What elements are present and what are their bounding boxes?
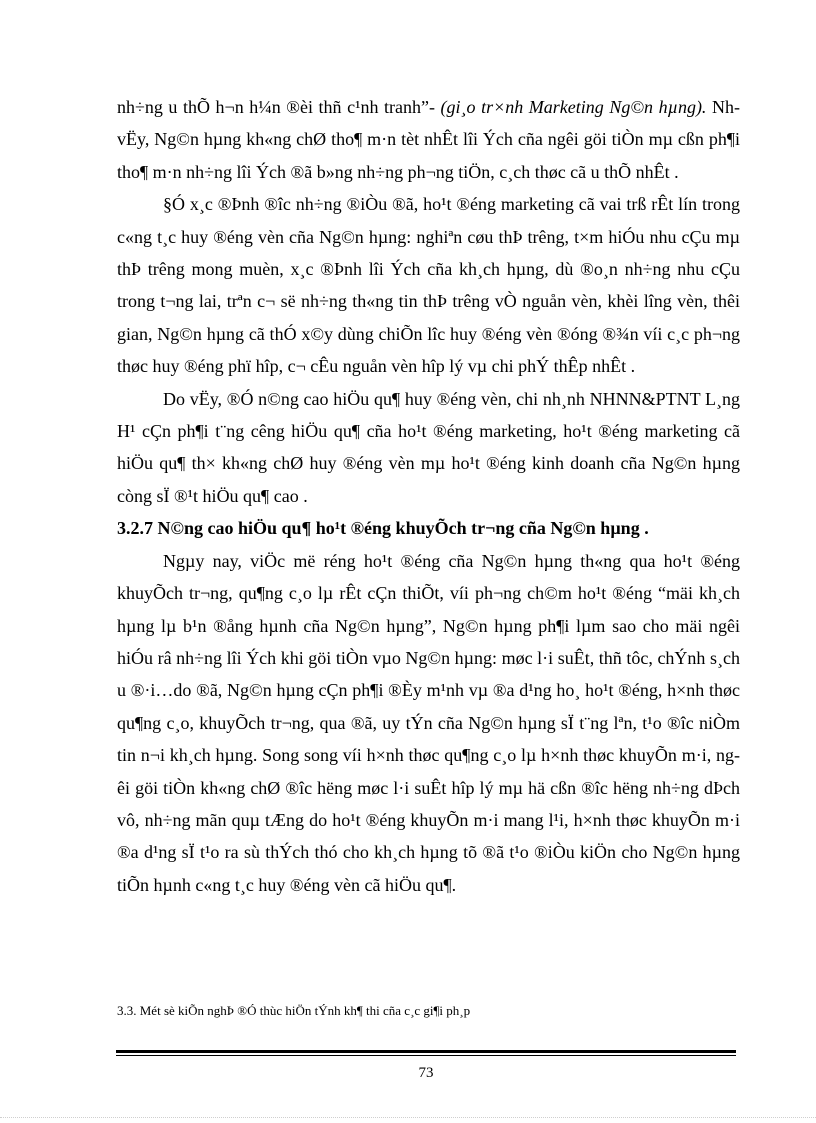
page-number: 73	[418, 1065, 434, 1081]
paragraph-1-continuation: Nh vËy, Ng©n hµng kh«ng chØ tho¶ m·n tèt nhÊt lîi Ých cña ngêi göi tiÒn mµ cßn ph¶i tho¶ m·n nh÷ng lîi Ých ®ã b»ng nh÷ng ph¬ng tiÖn, c¸ch thøc cã u thÕ nhÊt .	[117, 97, 740, 182]
footer-rule-thin	[116, 1055, 736, 1056]
page-edge-divider	[0, 1117, 816, 1118]
paragraph-1	[117, 91, 740, 188]
paragraph-2: §Ó x¸c ®Þnh ®îc nh÷ng ®iÒu ®ã, ho¹t ®éng marketing cã vai trß rÊt lín trong c«ng t¸c huy ®éng vèn cña Ng©n hµng: nghiªn cøu thÞ trêng, t×m hiÓu nhu cÇu mµ thÞ trêng mong muèn, x¸c ®Þnh lîi Ých cña kh¸ch hµng, dù ®o¸n nh÷ng nhu cÇu trong t¬ng lai, trªn c¬ së nh÷ng th«ng tin thÞ trêng vÒ nguån vèn, khèi lîng vèn, thêi gian, Ng©n hµng cã thÓ x©y dùng chiÕn lîc huy ®éng vèn ®óng ®¾n víi c¸c ph¬ng thøc huy ®éng phï hîp, c¬ cÊu nguån vèn hîp lý vµ chi phÝ thÊp nhÊt .	[117, 194, 740, 377]
body-text	[117, 91, 740, 901]
paragraph-4: Ngµy nay, viÖc më réng ho¹t ®éng cña Ng©n hµng th«ng qua ho¹t ®éng khuyÕch tr¬ng, qu¶ng c¸o lµ rÊt cÇn thiÕt, víi ph¬ng ch©m ho¹t ®éng “mäi kh¸ch hµng lµ b¹n ®ång hµnh cña Ng©n hµng”, Ng©n hµng ph¶i lµm sao cho mäi ngêi hiÓu râ nh÷ng lîi Ých khi göi tiÒn vµo Ng©n hµng: møc l·i suÊt, thñ tôc, chÝnh s¸ch u ®·i…do ®ã, Ng©n hµng cÇn ph¶i ®Èy m¹nh vµ ®a d¹ng ho¸ ho¹t ®éng, h×nh thøc qu¶ng c¸o, khuyÕch tr¬ng, qua ®ã, uy tÝn cña Ng©n hµng sÏ t¨ng lªn, t¹o ®îc niÒm tin n¬i kh¸ch hµng. Song song víi h×nh thøc qu¶ng c¸o lµ h×nh thøc khuyÕn m·i, ngêi göi tiÒn kh«ng chØ ®îc hëng møc l·i suÊt hîp lý mµ hä cßn ®îc hëng nh÷ng dÞch vô, nh÷ng mãn quµ tÆng do ho¹t ®éng khuyÕn m·i mang l¹i, h×nh thøc khuyÕn m·i ®a d¹ng sÏ t¹o ra sù thÝch thó cho kh¸ch hµng tõ ®ã t¹o ®iÒu kiÖn cho Ng©n hµng tiÕn hµnh c«ng t¸c huy ®éng vèn cã hiÖu qu¶.	[117, 550, 740, 895]
paragraph-1-citation: (gi¸o tr×nh Marketing Ng©n hµng).	[440, 97, 707, 117]
paragraph-1-text: nh÷ng u thÕ h¬n h¼n ®èi thñ c¹nh tranh”-	[117, 97, 441, 117]
subsection-title: 3.3. Mét sè kiÕn nghÞ ®Ó thùc hiÖn tÝnh kh¶ thi cña c¸c gi¶i ph¸p	[117, 1003, 471, 1018]
paragraph-3: Do vËy, ®Ó n©ng cao hiÖu qu¶ huy ®éng vèn, chi nh¸nh NHNN&PTNT L¸ng H¹ cÇn ph¶i t¨ng cêng hiÖu qu¶ cña ho¹t ®éng marketing, ho¹t ®éng marketing cã hiÖu qu¶ th× kh«ng chØ huy ®éng vèn mµ ho¹t ®éng kinh doanh cña Ng©n hµng còng sÏ ®¹t hiÖu qu¶ cao .	[117, 388, 740, 506]
footer-rule-thick	[116, 1050, 736, 1053]
section-heading: 3.2.7 N©ng cao hiÖu qu¶ ho¹t ®éng khuyÕch tr¬ng cña Ng©n hµng .	[117, 518, 649, 539]
